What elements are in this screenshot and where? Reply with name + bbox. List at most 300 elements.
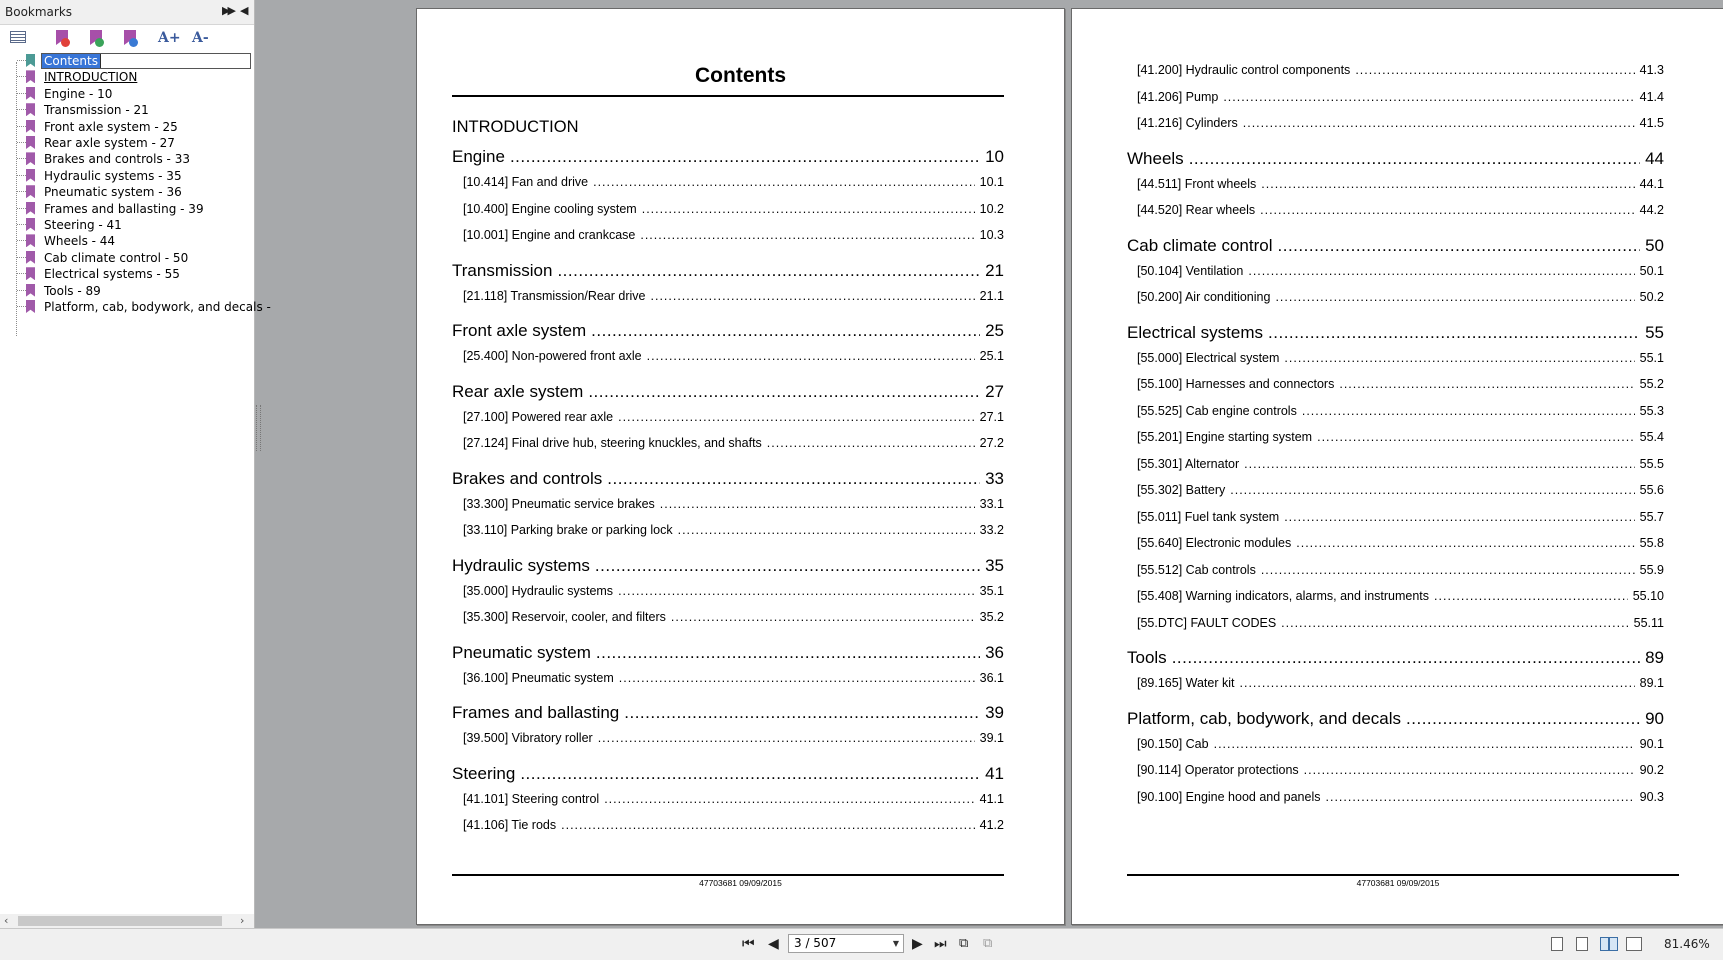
toc-entry-title: [55.640] Electronic modules [1137,536,1292,550]
bookmark-label: Steering - 41 [44,218,122,232]
bookmark-label: Rear axle system - 27 [44,136,175,150]
bookmark-item[interactable] [0,52,254,70]
dot-leader [520,764,980,784]
toc-entry-page: 35.1 [979,583,1004,598]
toc-entry[interactable] [1137,203,1664,217]
toc-entry-title: [55.011] Fuel tank system [1137,509,1280,524]
toc-entry-title: [90.150] Cab [1137,736,1209,751]
page-footer: 47703681 09/09/2015 [1356,878,1440,888]
toc-introduction[interactable]: INTRODUCTION [452,118,579,136]
dot-leader [1248,264,1634,278]
dot-leader [1275,290,1634,304]
dot-leader [1304,763,1635,777]
toc-entry-page: 44 [1645,148,1664,168]
dot-leader [1317,430,1635,444]
dot-leader [1278,236,1641,256]
toc-entry-title: [55.525] Cab engine controls [1137,403,1297,418]
toc-entry-title: [35.300] Reservoir, cooler, and filters [463,610,666,624]
dot-leader [596,643,980,663]
toc-entry-title: Electrical systems [1127,322,1264,342]
font-increase-icon[interactable]: A+ [158,30,181,46]
find-badge-icon [129,38,138,47]
toc-entry-title: Engine [452,147,505,166]
bookmark-item[interactable] [0,68,254,86]
toc-entry-title: [55.201] Engine starting system [1137,430,1313,444]
toc-entry-title: [55.512] Cab controls [1137,562,1256,577]
navigation-bar [0,928,1723,960]
facing-view-icon[interactable] [1600,937,1618,951]
toc-entry-title: [35.000] Hydraulic systems [463,583,614,598]
dot-leader [604,792,974,806]
bookmarks-panel [0,0,271,928]
toc-entry-title: Platform, cab, bodywork, and decals [1127,708,1402,728]
bookmark-item[interactable] [0,298,271,316]
footer-divider [1127,874,1679,876]
dot-leader [647,349,975,363]
bookmark-item[interactable] [0,134,254,152]
tree-connector [17,109,26,110]
bookmarks-horizontal-scrollbar[interactable] [0,914,254,928]
dot-leader [642,202,975,216]
toc-section[interactable] [452,147,1004,167]
dot-leader [767,436,975,450]
toc-entry-page: 27 [985,381,1004,401]
toc-entry[interactable] [1137,116,1664,130]
dot-leader [624,703,980,723]
bookmark-icon [26,70,35,83]
toc-entry-page: 25.1 [979,349,1004,363]
toc-entry[interactable] [1137,264,1664,278]
toc-entry-page: 90.2 [1639,763,1664,777]
toc-entry-page: 33 [985,468,1004,488]
toc-entry-title: Brakes and controls [452,468,603,488]
toc-entry-page: 25 [985,321,1004,340]
dot-leader [607,469,980,489]
toc-entry-title: [10.400] Engine cooling system [463,201,637,216]
dot-leader [671,610,975,624]
dot-leader [1230,483,1634,497]
bookmark-item[interactable] [0,249,254,267]
toc-entry-page: 44.1 [1639,176,1664,191]
toc-entry-title: Rear axle system [452,381,584,401]
bookmark-icon [26,202,35,215]
bookmark-icon [26,169,35,182]
toc-entry-title: [90.114] Operator protections [1137,763,1299,777]
toc-entry-page: 10.1 [979,175,1004,189]
toc-section[interactable] [452,382,1004,402]
toc-entry-page: 41.5 [1639,116,1664,130]
toc-entry-title: [25.400] Non-powered front axle [463,349,642,363]
toc-entry-page: 89.1 [1639,676,1664,690]
bookmark-icon [26,218,35,231]
bookmark-icon [26,284,35,297]
dot-leader [598,731,975,745]
toc-entry[interactable] [1137,563,1664,577]
toc-section[interactable] [452,556,1004,576]
bookmark-icon [26,120,35,133]
toc-entry-page: 55.6 [1639,483,1664,497]
bookmark-label: Front axle system - 25 [44,119,178,134]
toc-entry-title: Transmission [452,260,553,280]
toc-entry-page: 44.2 [1639,203,1664,217]
toc-entry[interactable] [463,731,1004,745]
toc-section[interactable] [452,764,1004,784]
toc-entry-page: 55.4 [1639,430,1664,444]
bookmark-icon [26,54,35,67]
chevron-down-icon[interactable]: ▼ [892,939,899,948]
bookmark-label: Contents [44,54,98,68]
toc-section[interactable] [1127,709,1664,729]
dot-leader [1172,648,1640,668]
dot-leader [588,382,980,402]
single-page-view-icon[interactable] [1551,937,1563,951]
bookmark-item[interactable] [0,150,254,168]
dot-leader [1189,149,1640,169]
toc-entry-page: 21.1 [979,288,1004,303]
dot-leader [1284,510,1634,524]
toc-entry-title: [50.200] Air conditioning [1137,290,1271,304]
toc-entry-title: [10.001] Engine and crankcase [463,228,636,242]
dot-leader [593,175,975,189]
toc-entry-page: 10.3 [979,228,1004,242]
bookmark-item[interactable] [0,183,254,201]
bookmark-label: Engine - 10 [44,86,113,101]
toc-entry[interactable] [1137,404,1664,418]
toc-entry[interactable] [463,202,1004,216]
toc-entry[interactable] [1137,589,1664,603]
dot-leader [1434,589,1628,603]
toc-entry-page: 27.1 [979,409,1004,424]
toc-entry-page: 35.2 [979,610,1004,624]
toc-entry[interactable] [1137,510,1664,524]
toc-section[interactable] [452,469,1004,489]
selection-box [41,53,251,69]
dot-leader [651,289,975,303]
toc-section[interactable] [452,261,1004,281]
toc-entry-title: [27.100] Powered rear axle [463,409,614,424]
bookmark-icon [26,103,35,116]
toc-entry-title: Frames and ballasting [452,703,620,722]
toc-entry-title: [41.106] Tie rods [463,818,557,832]
toc-entry-title: Front axle system [452,321,587,340]
bookmark-label: INTRODUCTION [44,70,138,85]
toc-entry-page: 36.1 [979,670,1004,685]
dot-leader [1281,616,1628,630]
tree-connector [17,240,26,241]
bookmarks-toolbar [0,25,254,51]
bookmark-icon [26,251,35,264]
scrollbar-thumb[interactable] [18,916,222,926]
bookmarks-tree [0,52,271,912]
toc-entry-title: Wheels [1127,148,1184,168]
dot-leader [1284,351,1634,365]
bookmarks-title: Bookmarks [5,5,73,19]
tree-connector [17,273,26,274]
toc-entry[interactable] [463,671,1004,685]
scroll-right-icon[interactable]: › [240,914,245,927]
scroll-left-icon[interactable]: ‹ [4,914,9,927]
toc-entry-title: [21.118] Transmission/Rear drive [463,288,646,303]
toc-entry-page: 10 [985,147,1004,166]
bookmark-label: Wheels - 44 [44,234,116,249]
toc-entry-title: [41.200] Hydraulic control components [1137,63,1351,77]
toc-entry[interactable] [463,818,1004,832]
tree-connector [17,76,26,77]
continuous-view-icon[interactable] [1576,937,1588,951]
toc-entry-page: 55.9 [1639,562,1664,577]
first-page-icon[interactable]: ⏮ [742,936,755,952]
dot-leader [1261,563,1635,577]
triangle-left-icon[interactable]: ◀ [240,4,249,17]
toc-section[interactable] [1127,149,1664,169]
dot-leader [1406,709,1640,729]
toc-entry[interactable] [1137,177,1664,191]
toc-entry-title: Hydraulic systems [452,555,590,575]
tree-connector [17,158,26,159]
toc-entry[interactable] [1137,676,1664,690]
dot-leader [1326,790,1635,804]
dot-leader [640,228,974,242]
dot-leader [1223,90,1634,104]
bookmarks-header [0,0,254,25]
toc-entry[interactable] [1137,351,1664,365]
tree-connector [17,142,26,143]
toc-entry[interactable] [1137,483,1664,497]
bookmark-label: Platform, cab, bodywork, and decals - [44,300,271,314]
toc-section[interactable] [452,321,1004,341]
bookmark-item[interactable] [0,118,254,136]
toc-entry[interactable] [1137,377,1664,391]
bookmark-label: Pneumatic system - 36 [44,185,182,200]
toc-entry[interactable] [463,792,1004,806]
bookmark-item[interactable] [0,200,254,218]
toc-entry-page: 55.3 [1639,403,1664,418]
font-decrease-icon[interactable]: A- [192,30,209,46]
toc-entry[interactable] [463,497,1004,511]
page-indicator: 3 / 507 [794,936,837,950]
toc-entry[interactable] [463,436,1004,450]
last-page-icon[interactable]: ⏭ [934,936,947,952]
toc-entry-page: 39.1 [979,731,1004,745]
toc-entry-page: 33.2 [979,523,1004,537]
toc-entry-title: [50.104] Ventilation [1137,263,1244,278]
dot-leader [510,147,980,167]
continuous-facing-view-icon[interactable] [1626,937,1642,951]
dot-leader [618,584,975,598]
toc-entry-title: [55.000] Electrical system [1137,350,1280,365]
toc-entry-title: [39.500] Vibratory roller [463,731,593,745]
toc-entry-page: 41 [985,763,1004,783]
bookmark-item[interactable] [0,265,254,283]
dot-leader [595,556,980,576]
tree-connector [17,208,26,209]
toc-entry-page: 33.1 [979,496,1004,511]
dot-leader [1260,203,1635,217]
toc-entry[interactable] [1137,63,1664,77]
bookmark-item[interactable] [0,282,254,300]
dot-leader [1244,457,1635,471]
toc-entry[interactable] [1137,290,1664,304]
bookmark-item[interactable] [0,85,254,103]
toc-section[interactable] [452,643,1004,663]
toc-entry-title: Pneumatic system [452,642,591,662]
bookmark-label: Tools - 89 [44,283,101,298]
toc-entry-title: [55.301] Alternator [1137,456,1240,471]
toc-entry-page: 41.2 [979,818,1004,832]
toc-entry-title: [89.165] Water kit [1137,676,1235,690]
toc-entry[interactable] [463,410,1004,424]
zoom-level[interactable]: 81.46% [1664,937,1710,951]
toc-entry-page: 55.10 [1632,589,1664,603]
bookmark-label: Brakes and controls - 33 [44,152,190,167]
toc-entry-title: [36.100] Pneumatic system [463,670,614,685]
toc-entry-page: 50.2 [1639,290,1664,304]
toc-entry-page: 39 [985,703,1004,722]
dot-leader [1268,323,1640,343]
toc-entry-page: 27.2 [979,436,1004,450]
dot-leader [618,410,975,424]
bookmark-icon [26,152,35,165]
toc-entry[interactable] [1137,536,1664,550]
document-page-4 [1071,8,1723,925]
dot-leader [1214,737,1635,751]
toc-entry-page: 90.3 [1639,789,1664,804]
toc-entry[interactable] [463,228,1004,242]
toc-entry-page: 21 [985,260,1004,280]
tree-connector [17,60,26,61]
toc-entry[interactable] [463,523,1004,537]
toc-entry-page: 55.8 [1639,536,1664,550]
toc-entry-page: 55.1 [1639,350,1664,365]
toc-entry-page: 90.1 [1639,736,1664,751]
page-footer: 47703681 09/09/2015 [699,878,782,888]
toc-entry-page: 41.4 [1639,89,1664,104]
toc-entry[interactable] [1137,790,1664,804]
toc-entry[interactable] [463,289,1004,303]
toc-entry[interactable] [1137,737,1664,751]
dot-leader [1339,377,1634,391]
dot-leader [1243,116,1635,130]
tree-connector [17,191,26,192]
bookmark-icon [26,300,35,313]
add-badge-icon [95,38,104,47]
toc-entry[interactable] [463,610,1004,624]
tree-connector [17,224,26,225]
toc-entry-page: 35 [985,555,1004,575]
toc-entry[interactable] [1137,457,1664,471]
title-divider [452,95,1004,97]
footer-divider [452,874,1004,876]
page-title: Contents [695,64,786,87]
delete-badge-icon [61,38,70,47]
bookmark-label: Electrical systems - 55 [44,267,180,282]
toc-entry-page: 55.5 [1639,456,1664,471]
bookmark-item[interactable] [0,232,254,250]
toc-section[interactable] [1127,648,1664,668]
toc-entry-page: 41.3 [1639,63,1664,77]
bookmark-item[interactable] [0,216,254,234]
bookmark-label: Cab climate control - 50 [44,250,189,265]
toc-entry-title: [55.408] Warning indicators, alarms, and instruments [1137,589,1430,603]
dot-leader [1355,63,1634,77]
toc-entry-page: 50.1 [1639,263,1664,278]
tree-connector [17,257,26,258]
toc-entry-title: [55.DTC] FAULT CODES [1137,615,1277,630]
toc-entry-page: 50 [1645,235,1664,255]
toc-entry-page: 41.1 [979,791,1004,806]
dot-leader [1240,676,1635,690]
toc-entry-title: Steering [452,763,516,783]
toc-entry[interactable] [1137,90,1664,104]
dot-leader [678,523,975,537]
dot-leader [619,671,975,685]
toc-entry-title: [55.100] Harnesses and connectors [1137,377,1335,391]
dot-leader [561,818,975,832]
dot-leader [557,261,980,281]
toc-entry-page: 10.2 [979,201,1004,216]
previous-page-icon[interactable]: ◀ [768,936,779,952]
bookmark-label: Frames and ballasting - 39 [44,201,204,216]
previous-view-icon[interactable]: ⧉ [959,936,969,951]
toc-entry-title: [33.300] Pneumatic service brakes [463,496,655,511]
toc-entry-page: 55.7 [1639,509,1664,524]
bookmark-icon [26,87,35,100]
dot-leader [1261,177,1634,191]
toc-entry-title: [55.302] Battery [1137,483,1226,497]
next-view-icon[interactable]: ⧉ [983,936,993,951]
tree-connector [17,93,26,94]
toc-entry-title: [44.511] Front wheels [1137,176,1257,191]
tree-connector [17,126,26,127]
toc-entry-title: [27.124] Final drive hub, steering knuckles, and shafts [463,436,762,450]
toc-entry-title: [41.216] Cylinders [1137,116,1238,130]
page-number-input[interactable] [788,934,904,953]
tree-connector [17,306,26,307]
toc-entry[interactable] [1137,430,1664,444]
toc-entry[interactable] [1137,763,1664,777]
bookmark-icon [26,234,35,247]
bookmark-item[interactable] [0,167,254,185]
toc-entry-page: 90 [1645,708,1664,728]
bookmark-item[interactable] [0,101,254,119]
next-page-icon[interactable]: ▶ [912,936,923,952]
toc-entry-page: 55.2 [1639,377,1664,391]
dot-leader [591,321,980,341]
bookmark-icon [26,267,35,280]
dot-leader [660,497,975,511]
toc-entry-title: Cab climate control [1127,235,1273,255]
toc-entry[interactable] [463,584,1004,598]
toc-section[interactable] [1127,323,1664,343]
tree-connector [17,175,26,176]
toc-entry-page: 55.11 [1633,615,1664,630]
toc-entry[interactable] [1137,616,1664,630]
toc-entry-title: Tools [1127,648,1167,667]
toc-entry-title: [44.520] Rear wheels [1137,203,1256,217]
panel-splitter[interactable] [256,405,261,451]
toc-entry-title: [41.101] Steering control [463,791,600,806]
bookmark-options-icon[interactable] [10,31,26,43]
bookmark-icon [26,185,35,198]
toc-section[interactable] [452,703,1004,723]
toc-entry-page: 36 [985,642,1004,662]
bookmark-label: Transmission - 21 [44,103,149,118]
toc-entry[interactable] [463,349,1004,363]
toc-section[interactable] [1127,236,1664,256]
bookmark-icon [26,136,35,149]
double-chevron-right-icon[interactable]: ▶▶ [222,4,233,17]
toc-entry[interactable] [463,175,1004,189]
